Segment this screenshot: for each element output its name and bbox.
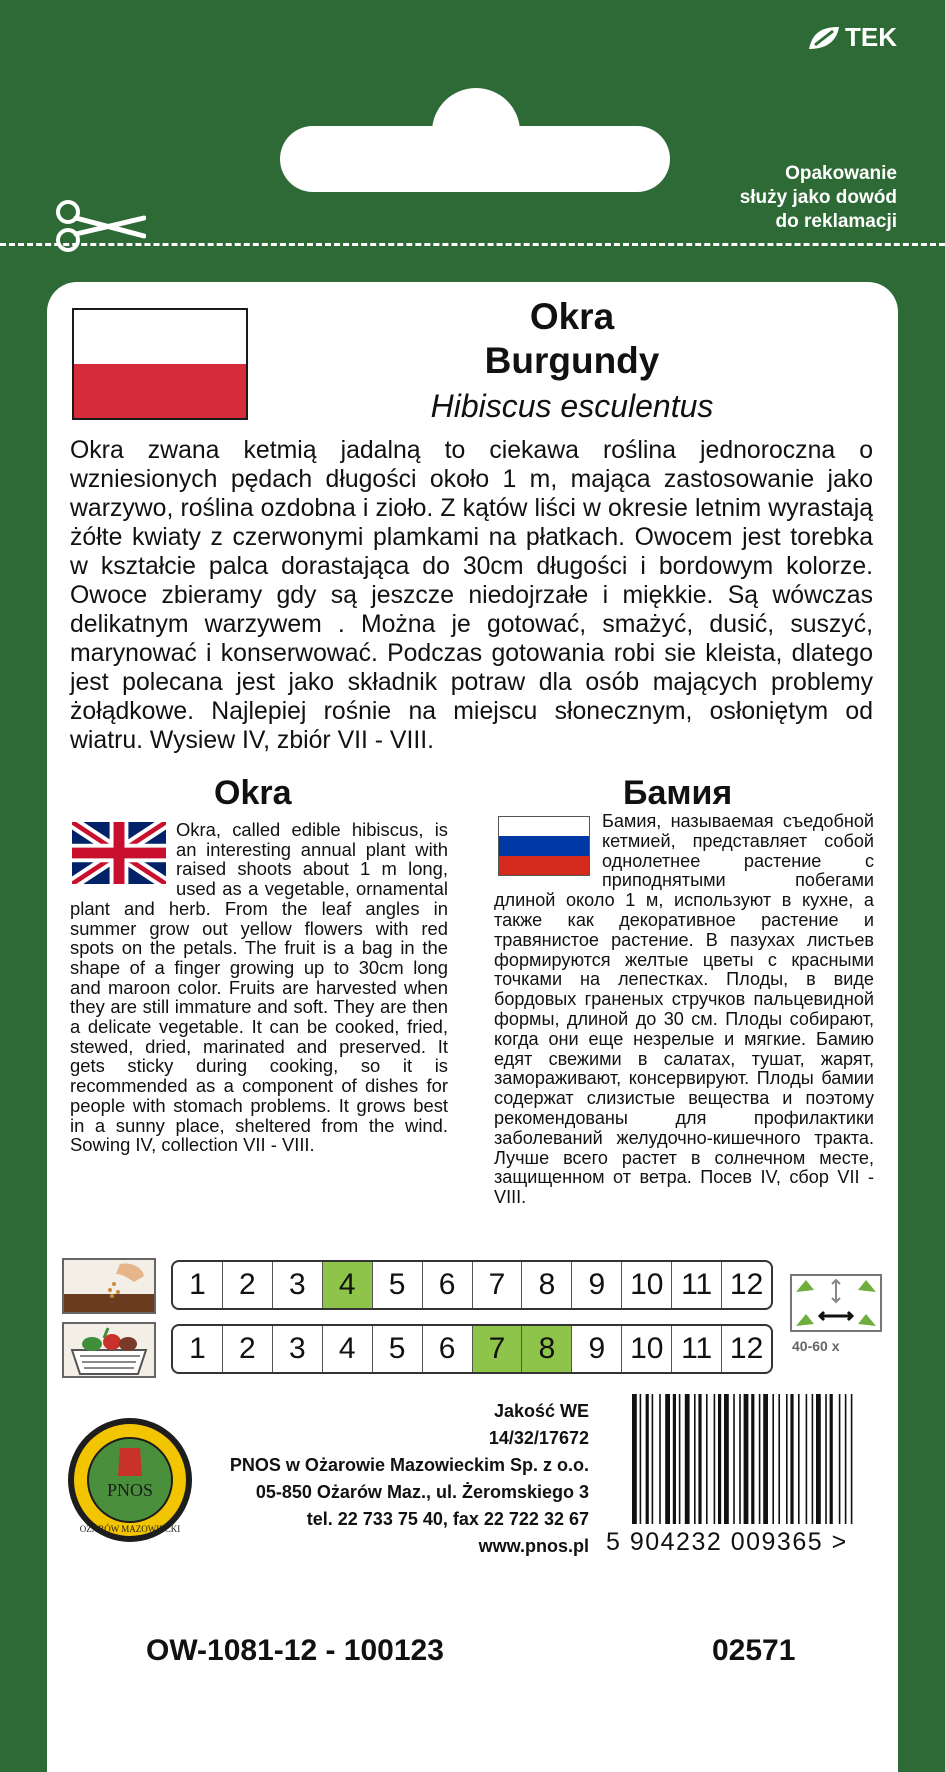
sowing-month-1: 1 <box>173 1262 223 1308</box>
company-info: Jakość WE 14/32/17672 PNOS w Ożarowie Mazowieckim Sp. z o.o. 05-850 Ożarów Maz., ul. Żeromskiego 3 tel. 22 733 75 40, fax 22 722 32 67 www.pnos.pl <box>230 1398 589 1560</box>
sowing-month-7: 7 <box>473 1262 523 1308</box>
polish-description: Okra zwana ketmią jadalną to ciekawa roślina jednoroczna o wzniesionych pędach długości około 1 m, mająca zastosowanie jako warzywo, roślina ozdobna i zioło. Z kątów liści w okresie letnim wyrastają żółte kwiaty z czerwonymi plamkami na płatkach. Owocem jest torebka w kształcie palca dorastająca do 30cm długości i bordowym kolorze. Owoce zbieramy gdy są jeszcze niedojrzałe i miękkie. Są wówczas delikatnym warzywem . Można je gotować, smażyć, dusić, suszyć, marynować i konserwować. Podczas gotowania robi sie kleista, dlatego jest polecana jest jako składnik potraw dla osób mających problemy żołądkowe. Najlepiej rośnie na miejscu słonecznym, osłoniętym od wiatru. Wysiew IV, zbiór VII - VIII. <box>70 437 873 754</box>
harvest-month-6: 6 <box>423 1326 473 1372</box>
harvest-month-8: 8 <box>522 1326 572 1372</box>
hang-hole <box>280 126 670 192</box>
sowing-icon <box>62 1258 156 1314</box>
leaf-icon <box>807 25 841 51</box>
batch-code: 02571 <box>712 1634 796 1667</box>
harvest-month-9: 9 <box>572 1326 622 1372</box>
russian-description: Бамия, называемая съедобной кетмией, представляет собой однолетнее растение с приподнятыми побегами длиной около 1 м, используют в кухне, а также как декоративное растение и травянистое растение. В пазухах листьев формируются желтые цветы с красными точками на лепестках. Плоды, в виде бордовых граненых стручков пальцевидной формы, длиной до 30 см. Плоды собирают, когда они еще незрелые и мягкие. Бамию едят свежими в салатах, тушат, жарят, замораживают, консервируют. Плоды бамии содержат слизистые вещества и поэтому рекомендованы для профилактики заболеваний желудочно-кишечного тракта. Лучше всего растет в солнечном месте, защищенном от ветра. Посев IV, сбор VII - VIII. <box>494 811 874 1208</box>
harvest-month-11: 11 <box>672 1326 722 1372</box>
company-website[interactable]: www.pnos.pl <box>478 1536 589 1556</box>
harvest-month-5: 5 <box>373 1326 423 1372</box>
plant-spacing-icon <box>790 1274 882 1332</box>
sowing-month-2: 2 <box>223 1262 273 1308</box>
harvest-month-4: 4 <box>323 1326 373 1372</box>
sowing-month-3: 3 <box>273 1262 323 1308</box>
harvest-basket-icon <box>62 1322 156 1378</box>
harvest-month-7: 7 <box>473 1326 523 1372</box>
svg-text:OŻARÓW MAZOWIECKI: OŻARÓW MAZOWIECKI <box>79 1524 181 1534</box>
russian-title: Бамия <box>623 774 733 812</box>
english-title: Okra <box>214 774 292 812</box>
sowing-month-11: 11 <box>672 1262 722 1308</box>
brand-logo <box>807 22 897 53</box>
sowing-month-6: 6 <box>423 1262 473 1308</box>
brand-text: TEK <box>845 22 897 52</box>
scissors-icon <box>54 198 146 256</box>
harvest-month-3: 3 <box>273 1326 323 1372</box>
poland-flag-icon <box>72 308 248 420</box>
harvest-month-12: 12 <box>729 1332 764 1365</box>
english-description: Okra, called edible hibiscus, is an interesting annual plant with raised shoots about 1 m long, used as a vegetable, ornamental plant and herb. From the leaf angles in summer grow out yellow flowers with red spots on the petals. The fruit is a bag in the shape of a finger growing up to 30cm long and maroon color. Fruits are harvested when they are still immature and soft. They are then a delicate vegetable. It can be cooked, fried, stewed, dried, marinated and preserved. It gets sticky during cooking, so it is recommended as a component of dishes for people with stomach problems. It grows best in a sunny place, sheltered from the wind. Sowing IV, collection VII - VIII. <box>70 819 448 1156</box>
sowing-month-8: 8 <box>522 1262 572 1308</box>
barcode <box>630 1394 862 1534</box>
pnos-logo <box>66 1416 194 1544</box>
product-code: OW-1081-12 - 100123 <box>146 1634 444 1667</box>
sowing-calendar <box>171 1260 773 1310</box>
sowing-month-12: 12 <box>729 1268 764 1301</box>
latin-name: Hibiscus esculentus <box>430 388 714 424</box>
complaint-notice: Opakowanie służy jako dowód do reklamacji <box>739 163 897 232</box>
product-name: Okra <box>529 296 615 337</box>
sowing-month-4: 4 <box>323 1262 373 1308</box>
barcode-number: 5 904232 009365 > <box>606 1528 848 1556</box>
harvest-month-1: 1 <box>173 1326 223 1372</box>
plant-spacing-label: 40-60 x <box>792 1338 840 1354</box>
harvest-month-2: 2 <box>223 1326 273 1372</box>
sowing-month-10: 10 <box>622 1262 672 1308</box>
harvest-month-10: 10 <box>622 1326 672 1372</box>
cut-line <box>0 243 945 246</box>
product-variety: Burgundy <box>484 340 660 381</box>
sowing-month-9: 9 <box>572 1262 622 1308</box>
svg-text:PNOS: PNOS <box>106 1480 154 1500</box>
sowing-month-5: 5 <box>373 1262 423 1308</box>
harvest-calendar <box>171 1324 773 1374</box>
